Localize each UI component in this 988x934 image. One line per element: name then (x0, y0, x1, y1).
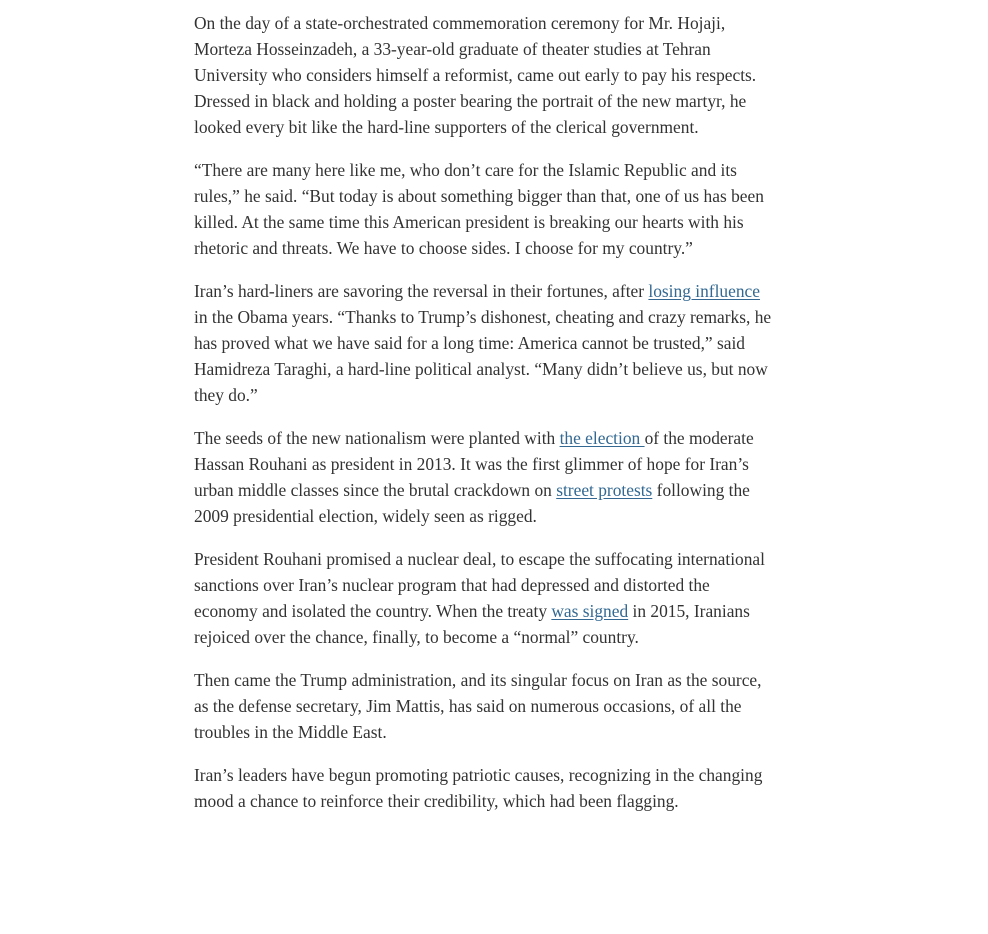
paragraph-text: in 2015, Iranians rejoiced over the chance, finally, to become a “normal” country. (194, 601, 750, 647)
paragraph-text: Then came the Trump administration, and its singular focus on Iran as the source, as the defense secretary, Jim Mattis, has said on numerous occasions, of all the troubles in the Middle East. (194, 670, 762, 742)
article-body (194, 10, 774, 831)
paragraph-text: in the Obama years. “Thanks to Trump’s dishonest, cheating and crazy remarks, he has proved what we have said for a long time: America cannot be trusted,” said Hamidreza Taraghi, a hard-line political analyst. “Many didn’t believe us, but now they do.” (194, 307, 772, 405)
paragraph-1 (194, 10, 774, 140)
paragraph-text: following the 2009 presidential election, widely seen as rigged. (194, 480, 750, 526)
paragraph-text: “There are many here like me, who don’t care for the Islamic Republic and its rules,” he said. “But today is about something bigger than that, one of us has been killed. At the same time this American president is breaking our hearts with his rhetoric and threats. We have to choose sides. I choose for my country.” (194, 160, 764, 258)
paragraph-text: Iran’s hard-liners are savoring the reversal in their fortunes, after (194, 281, 649, 301)
paragraph-4 (194, 425, 774, 529)
paragraph-3 (194, 278, 774, 408)
paragraph-7 (194, 762, 774, 814)
paragraph-6 (194, 667, 774, 745)
link-the-election[interactable]: the election (559, 428, 645, 448)
link-losing-influence[interactable]: losing influence (648, 281, 760, 301)
paragraph-text: President Rouhani promised a nuclear deal, to escape the suffocating international sanctions over Iran’s nuclear program that had depressed and distorted the economy and isolated the country. When the treaty (194, 549, 765, 621)
paragraph-2 (194, 157, 774, 261)
link-was-signed[interactable]: was signed (551, 601, 629, 621)
paragraph-text: Iran’s leaders have begun promoting patriotic causes, recognizing in the changing mood a chance to reinforce their credibility, which had been flagging. (194, 765, 763, 811)
link-street-protests[interactable]: street protests (556, 480, 653, 500)
paragraph-text: The seeds of the new nationalism were planted with (194, 428, 560, 448)
paragraph-5 (194, 546, 774, 650)
paragraph-text: On the day of a state-orchestrated commemoration ceremony for Mr. Hojaji, Morteza Hosseinzadeh, a 33-year-old graduate of theater studies at Tehran University who considers himself a reformist, came out early to pay his respects. Dressed in black and holding a poster bearing the portrait of the new martyr, he looked every bit like the hard-line supporters of the clerical government. (194, 13, 757, 137)
paragraph-text: of the moderate Hassan Rouhani as president in 2013. It was the first glimmer of hope for Iran’s urban middle classes since the brutal crackdown on (194, 428, 754, 500)
